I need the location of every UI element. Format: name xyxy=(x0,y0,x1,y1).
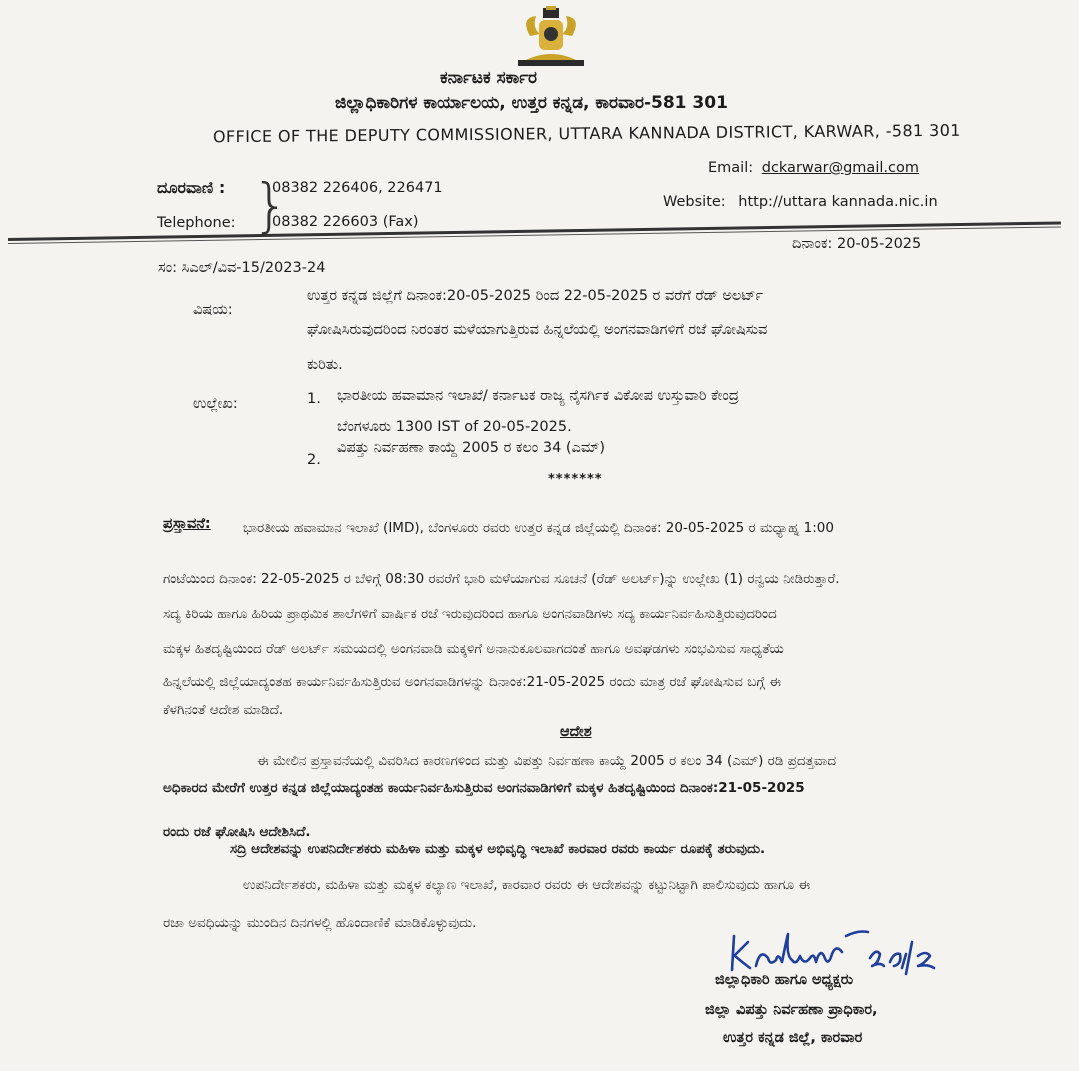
order-date: ದಿನಾಂಕ: 20-05-2025 xyxy=(792,236,922,252)
website-url: http://uttara kannada.nic.in xyxy=(738,194,938,210)
fax-number: 08382 226603 (Fax) xyxy=(272,214,419,230)
preamble-line-4: ಮಕ್ಕಳ ಹಿತದೃಷ್ಟಿಯಿಂದ ರೆಡ್ ಅಲರ್ಟ್ ಸಮಯದಲ್ಲಿ ಅಂಗನವಾಡಿ ಮಕ್ಕಳಿಗೆ ಅನಾನುಕೂಲವಾಗದಂತೆ ಹಾಗೂ ಅವಘಡಗಳು ಸಂಭವಿಸುವ ಸಾಧ್ಯತೆಯ xyxy=(163,641,784,657)
government-name: ಕರ್ನಾಟಕ ಸರ್ಕಾರ xyxy=(440,68,538,88)
email-address: dckarwar@gmail.com xyxy=(761,160,919,176)
preamble-line-2: ಗಂಟೆಯಿಂದ ದಿನಾಂಕ: 22-05-2025 ರ ಬೆಳಿಗ್ಗೆ 08:30 ರವರೆಗೆ ಭಾರಿ ಮಳೆಯಾಗುವ ಸೂಚನೆ (ರೆಡ್ ಅಲರ್ಟ್)ನ್ನು ಉಲ್ಲೇಖ (1) ರನ್ವಯ ನೀಡಿರುತ್ತಾರೆ. xyxy=(163,571,840,587)
order-para-3-line-2: ರಜಾ ಅವಧಿಯನ್ನು ಮುಂದಿನ ದಿನಗಳಲ್ಲಿ ಹೊಂದಾಣಿಕೆ ಮಾಡಿಕೊಳ್ಳುವುದು. xyxy=(163,915,477,931)
preamble-line-3: ಸದ್ಯ ಕಿರಿಯ ಹಾಗೂ ಹಿರಿಯ ಪ್ರಾಥಮಿಕ ಶಾಲೆಗಳಿಗೆ ವಾರ್ಷಿಕ ರಜೆ ಇರುವುದರಿಂದ ಹಾಗೂ ಅಂಗನವಾಡಿಗಳು ಸದ್ಯ ಕಾರ್ಯನಿರ್ವಹಿಸುತ್ತಿರುವುದರಿಂದ xyxy=(163,606,777,622)
order-heading: ಆದೇಶ xyxy=(560,724,592,740)
website-row xyxy=(663,194,938,210)
signatory-designation-3: ಉತ್ತರ ಕನ್ನಡ ಜಿಲ್ಲೆ, ಕಾರವಾರ xyxy=(723,1030,863,1046)
handwritten-signature xyxy=(728,922,938,978)
signatory-designation-2: ಜಿಲ್ಲಾ ವಿಪತ್ತು ನಿರ್ವಹಣಾ ಪ್ರಾಧಿಕಾರ, xyxy=(705,1002,878,1018)
website-label: Website: xyxy=(663,194,726,210)
subject-label: ವಿಷಯ: xyxy=(193,302,233,318)
reference-1-number: 1. xyxy=(307,391,321,407)
preamble-heading: ಪ್ರಸ್ತಾವನೆ: xyxy=(163,516,211,532)
order-para-1-line-1: ಈ ಮೇಲಿನ ಪ್ರಸ್ತಾವನೆಯಲ್ಲಿ ವಿವರಿಸಿದ ಕಾರಣಗಳಿಂದ ಮತ್ತು ವಿಪತ್ತು ನಿರ್ವಹಣಾ ಕಾಯ್ದೆ 2005 ರ ಕಲಂ 34 (ಎಮ್) ರಡಿ ಪ್ರದತ್ತವಾದ xyxy=(257,753,837,769)
subject-line-2: ಘೋಷಿಸಿರುವುದರಿಂದ ನಿರಂತರ ಮಳೆಯಾಗುತ್ತಿರುವ ಹಿನ್ನಲೆಯಲ್ಲಿ ಅಂಗನವಾಡಿಗಳಿಗೆ ರಜೆ ಘೋಷಿಸುವ xyxy=(307,322,768,338)
preamble-line-6: ಕೆಳಗಿನಂತೆ ಆದೇಶ ಮಾಡಿದೆ. xyxy=(163,702,284,718)
reference-2-line-1: ವಿಪತ್ತು ನಿರ್ವಹಣಾ ಕಾಯ್ದೆ 2005 ರ ಕಲಂ 34 (ಎಮ್) xyxy=(337,440,606,456)
email-row xyxy=(708,160,919,176)
brace-divider: } xyxy=(252,171,289,239)
signatory-designation-1: ಜಿಲ್ಲಾಧಿಕಾರಿ ಹಾಗೂ ಅಧ್ಯಕ್ಷರು xyxy=(715,972,854,988)
reference-number: ಸಂ: ಸಿಎಲ್/ವಿವ-15/2023-24 xyxy=(158,260,326,276)
preamble-line-5: ಹಿನ್ನಲೆಯಲ್ಲಿ ಜಿಲ್ಲೆಯಾದ್ಯಂತಹ ಕಾರ್ಯನಿರ್ವಹಿಸುತ್ತಿರುವ ಅಂಗನವಾಡಿಗಳನ್ನು ದಿನಾಂಕ:21-05-2025 ರಂದು ಮಾತ್ರ ರಜೆ ಘೋಷಿಸುವ ಬಗ್ಗೆ ಈ xyxy=(163,674,782,690)
section-separator: ******* xyxy=(548,472,603,487)
references-label: ಉಲ್ಲೇಖ: xyxy=(193,396,238,412)
phone-numbers: 08382 226406, 226471 xyxy=(272,180,443,196)
email-label: Email: xyxy=(708,160,754,176)
phone-label-kannada: ದೂರವಾಣಿ : xyxy=(157,178,226,197)
order-para-2: ಸದ್ರಿ ಆದೇಶವನ್ನು ಉಪನಿರ್ದೇಶಕರು ಮಹಿಳಾ ಮತ್ತು ಮಕ್ಕಳ ಅಭಿವೃದ್ಧಿ ಇಲಾಖೆ ಕಾರವಾರ ರವರು ಕಾರ್ಯ ರೂಪಕ್ಕೆ ತರುವುದು. xyxy=(230,841,766,857)
order-para-3-line-1: ಉಪನಿರ್ದೇಶಕರು, ಮಹಿಳಾ ಮತ್ತು ಮಕ್ಕಳ ಕಲ್ಯಾಣ ಇಲಾಖೆ, ಕಾರವಾರ ರವರು ಈ ಆದೇಶವನ್ನು ಕಟ್ಟುನಿಟ್ಟಾಗಿ ಪಾಲಿಸುವುದು ಹಾಗೂ ಈ xyxy=(243,877,811,893)
reference-2-number: 2. xyxy=(307,452,321,468)
reference-1-line-2: ಬೆಂಗಳೂರು 1300 IST of 20-05-2025. xyxy=(337,419,572,435)
order-para-1-line-2: ಅಧಿಕಾರದ ಮೇರೆಗೆ ಉತ್ತರ ಕನ್ನಡ ಜಿಲ್ಲೆಯಾದ್ಯಂತಹ ಕಾರ್ಯನಿರ್ವಹಿಸುತ್ತಿರುವ ಅಂಗನವಾಡಿಗಳಿಗೆ ಮಕ್ಕಳ ಹಿತದೃಷ್ಟಿಯಿಂದ ದಿನಾಂಕ:21-05-2025 xyxy=(163,780,805,796)
karnataka-emblem-icon xyxy=(510,6,592,68)
phone-label-english: Telephone: xyxy=(157,215,236,231)
subject-line-3: ಕುರಿತು. xyxy=(307,357,343,373)
preamble-line-1: ಭಾರತೀಯ ಹವಾಮಾನ ಇಲಾಖೆ (IMD), ಬೆಂಗಳೂರು ರವರು ಉತ್ತರ ಕನ್ನಡ ಜಿಲ್ಲೆಯಲ್ಲಿ ದಿನಾಂಕ: 20-05-2025 ರ ಮಧ್ಯಾಹ್ನ 1:00 xyxy=(243,520,834,536)
reference-1-line-1: ಭಾರತೀಯ ಹವಾಮಾನ ಇಲಾಖೆ/ ಕರ್ನಾಟಕ ರಾಜ್ಯ ನೈಸರ್ಗಿಕ ವಿಕೋಪ ಉಸ್ತುವಾರಿ ಕೇಂದ್ರ xyxy=(337,388,739,404)
office-name-english: OFFICE OF THE DEPUTY COMMISSIONER, UTTARA KANNADA DISTRICT, KARWAR, -581 301 xyxy=(212,120,961,147)
subject-line-1: ಉತ್ತರ ಕನ್ನಡ ಜಿಲ್ಲೆಗೆ ದಿನಾಂಕ:20-05-2025 ರಿಂದ 22-05-2025 ರ ವರೆಗೆ ರೆಡ್ ಅಲರ್ಟ್ xyxy=(307,288,764,304)
office-name-kannada: ಜಿಲ್ಲಾಧಿಕಾರಿಗಳ ಕಾರ್ಯಾಲಯ, ಉತ್ತರ ಕನ್ನಡ, ಕಾರವಾರ-581 301 xyxy=(335,93,728,113)
order-para-1-line-3: ರಂದು ರಜೆ ಘೋಷಿಸಿ ಆದೇಶಿಸಿದೆ. xyxy=(163,824,311,840)
